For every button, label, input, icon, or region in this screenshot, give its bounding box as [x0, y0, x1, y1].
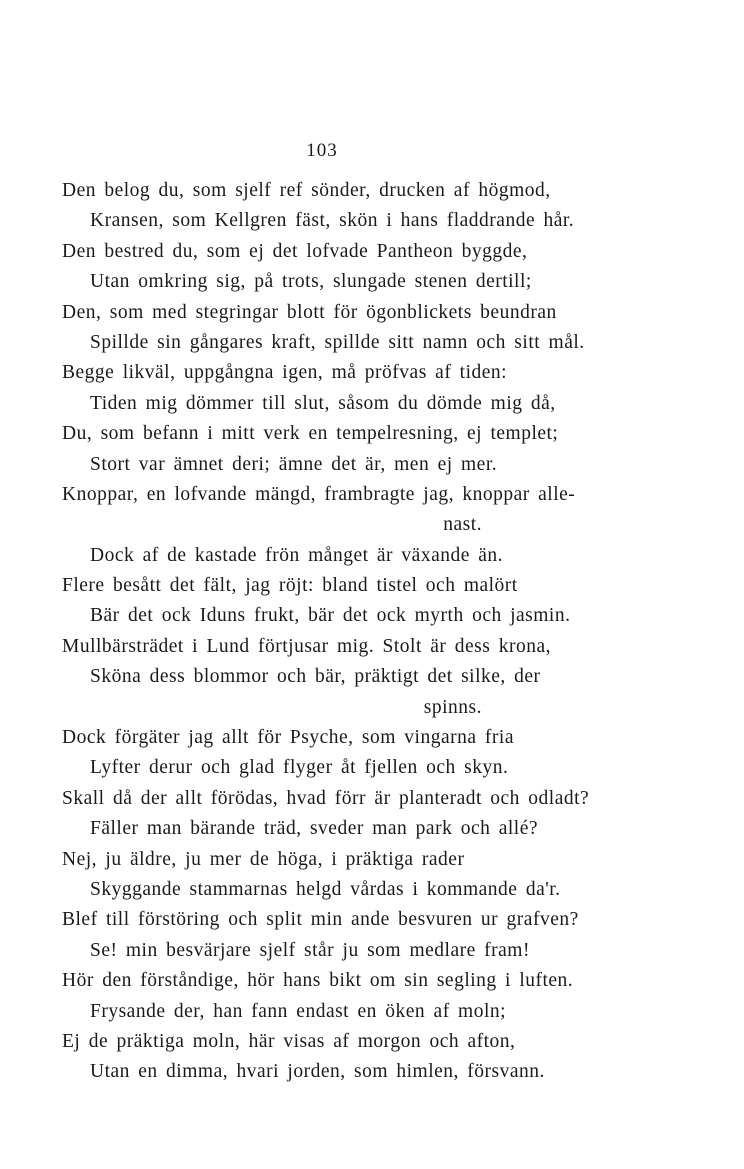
verse-line: Bär det ock Iduns frukt, bär det ock myrth och jasmin.	[90, 605, 571, 627]
verse-line: Utan en dimma, hvari jorden, som himlen, försvann.	[90, 1061, 545, 1083]
verse-line: Mullbärsträdet i Lund förtjusar mig. Stolt är dess krona,	[62, 635, 552, 657]
verse-line: Den belog du, som sjelf ref sönder, drucken af högmod,	[62, 180, 551, 201]
page-number: 103	[306, 140, 338, 161]
verse-line: Skall då der allt förödas, hvad förr är planteradt och odladt?	[62, 787, 590, 809]
verse-line: Den bestred du, som ej det lofvade Pantheon byggde,	[62, 240, 528, 262]
verse-line: Kransen, som Kellgren fäst, skön i hans fladdrande hår.	[90, 210, 575, 232]
verse-line: Begge likväl, uppgångna igen, må pröfvas af tiden:	[62, 362, 508, 384]
verse-line: Se! min besvärjare sjelf står ju som medlare fram!	[90, 939, 530, 961]
verse-line: Hör den förståndige, hör hans bikt om sin segling i luften.	[62, 970, 574, 992]
verse-line: Dock af de kastade frön månget är växande än.	[90, 544, 504, 566]
verse-line: Utan omkring sig, på trots, slungade stenen dertill;	[90, 271, 532, 293]
verse-line: Dock förgäter jag allt för Psyche, som vingarna fria	[62, 727, 514, 749]
verse-line: Knoppar, en lofvande mängd, frambragte jag, knoppar alle-	[62, 483, 576, 505]
verse-line: Skyggande stammarnas helgd vårdas i kommande da'r.	[90, 878, 561, 900]
verse-line: Sköna dess blommor och bär, präktigt det silke, der	[90, 666, 541, 688]
verse-line: Spillde sin gångares kraft, spillde sitt namn och sitt mål.	[90, 331, 585, 353]
verse-line: nast.	[443, 514, 482, 536]
verse-line: Stort var ämnet deri; ämne det är, men ej mer.	[90, 453, 498, 475]
verse-line: Fäller man bärande träd, sveder man park och allé?	[90, 818, 539, 840]
verse-line: Ej de präktiga moln, här visas af morgon och afton,	[62, 1030, 516, 1052]
verse-line: Nej, ju äldre, ju mer de höga, i präktiga rader	[62, 848, 465, 870]
verse-line: Du, som befann i mitt verk en tempelresning, ej templet;	[62, 423, 559, 445]
verse-line: Flere besått det fält, jag röjt: bland tistel och malört	[62, 575, 518, 597]
verse-line: Den, som med stegringar blott för ögonblickets beundran	[62, 301, 557, 323]
verse-line: Blef till förstöring och split min ande besvuren ur grafven?	[62, 909, 579, 931]
verse-line: Tiden mig dömmer till slut, såsom du dömde mig då,	[90, 392, 556, 414]
verse-line: Frysande der, han fann endast en öken af moln;	[90, 1000, 507, 1022]
verse-line: spinns.	[423, 696, 482, 718]
verse-line: Lyfter derur och glad flyger åt fjellen och skyn.	[90, 757, 509, 779]
poem-text	[62, 176, 590, 1088]
